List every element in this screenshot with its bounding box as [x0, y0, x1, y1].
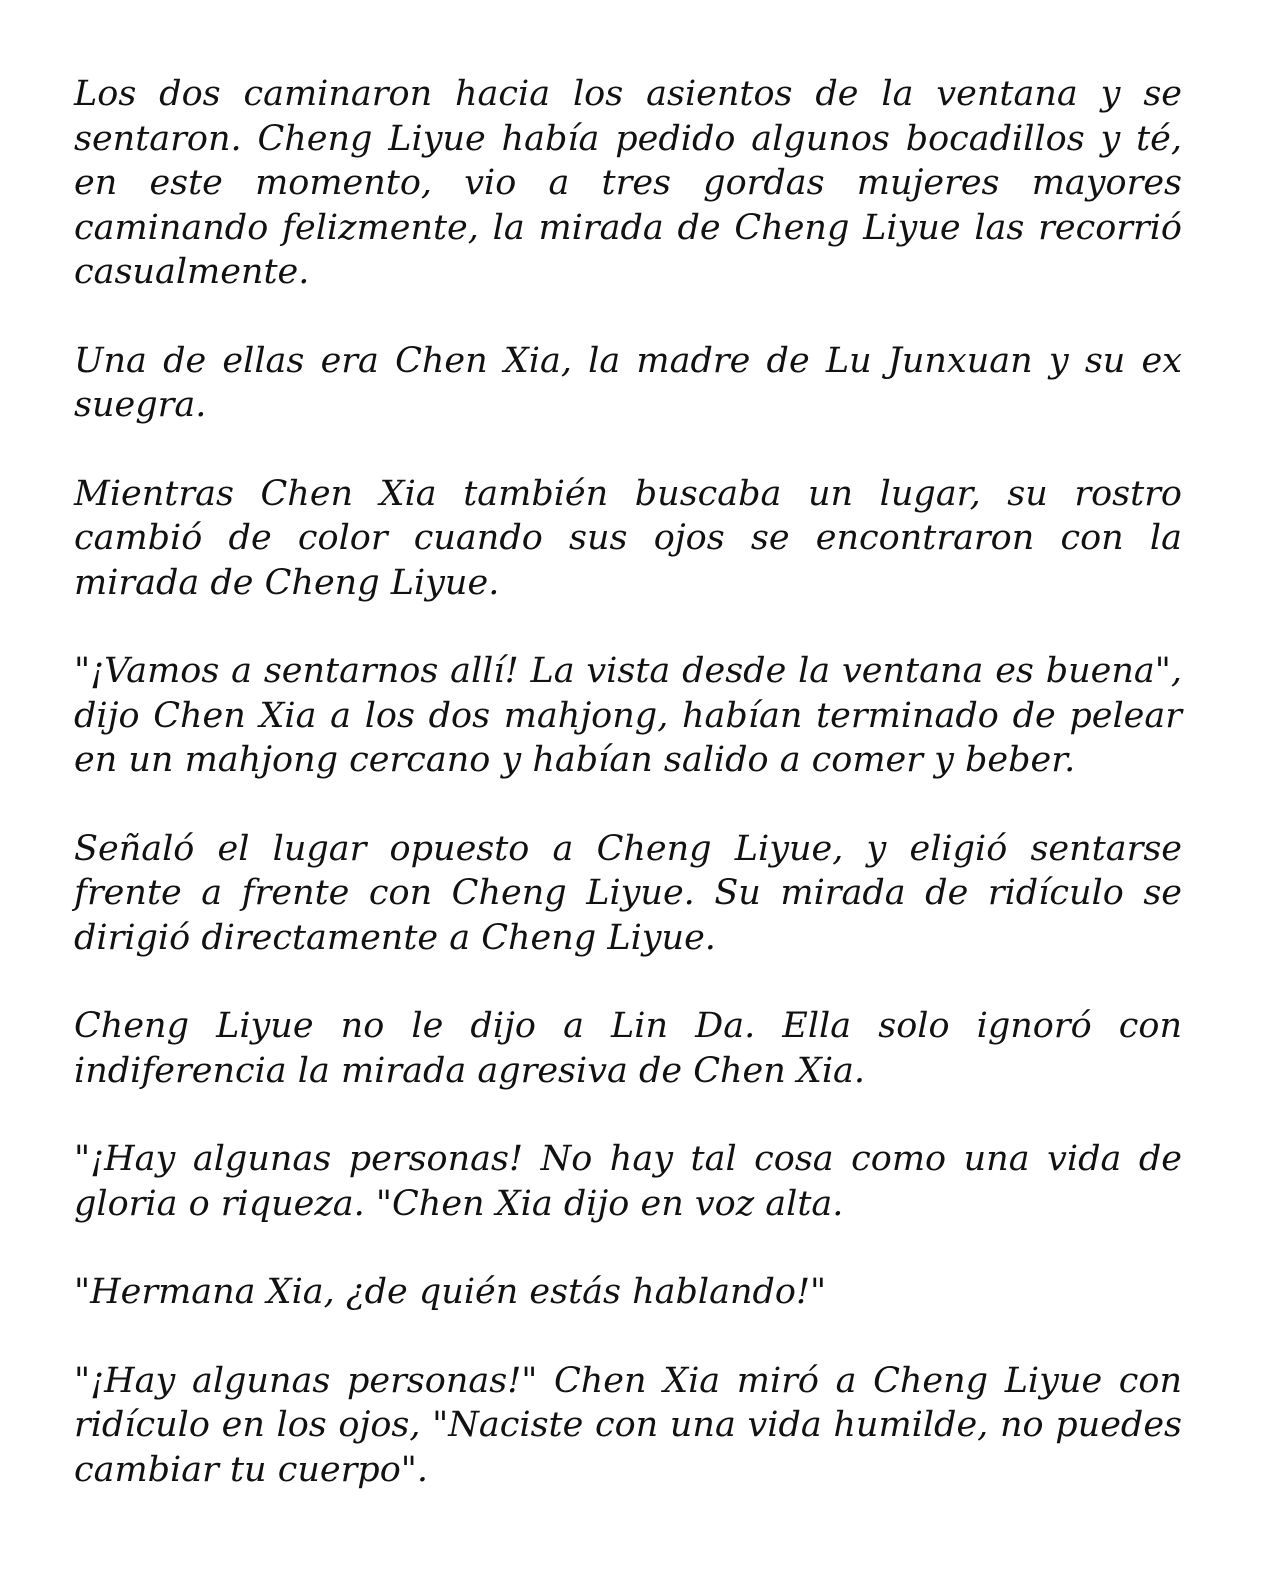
paragraph-7: "¡Hay algunas personas! No hay tal cosa como una vida de gloria o riqueza. "Chen Xia dijo en voz alta. — [74, 1139, 1182, 1224]
paragraph-9: "¡Hay algunas personas!" Chen Xia miró a Cheng Liyue con ridículo en los ojos, "Naciste con una vida humilde, no puedes cambiar tu cuerpo". — [74, 1360, 1182, 1490]
paragraph-3: Mientras Chen Xia también buscaba un lugar, su rostro cambió de color cuando sus ojos se encontraron con la mirada de Cheng Liyue. — [74, 473, 1182, 603]
paragraph-6: Cheng Liyue no le dijo a Lin Da. Ella solo ignoró con indiferencia la mirada agresiva de Chen Xia. — [74, 1006, 1182, 1091]
paragraph-2: Una de ellas era Chen Xia, la madre de Lu Junxuan y su ex suegra. — [74, 340, 1182, 425]
paragraph-5: Señaló el lugar opuesto a Cheng Liyue, y eligió sentarse frente a frente con Cheng Liyue. Su mirada de ridículo se dirigió directamente a Cheng Liyue. — [74, 828, 1182, 958]
paragraph-4: "¡Vamos a sentarnos allí! La vista desde la ventana es buena", dijo Chen Xia a los dos mahjong, habían terminado de pelear en un mahjong cercano y habían salido a comer y beber. — [74, 651, 1182, 780]
paragraph-1: Los dos caminaron hacia los asientos de la ventana y se sentaron. Cheng Liyue había pedido algunos bocadillos y té, en este momento, vio a tres gordas mujeres mayores caminando felizmente, la mirada de Cheng Liyue las recorrió casualmente. — [74, 74, 1182, 292]
document-body — [74, 72, 1182, 1492]
paragraph-8: "Hermana Xia, ¿de quién estás hablando!" — [74, 1272, 827, 1312]
